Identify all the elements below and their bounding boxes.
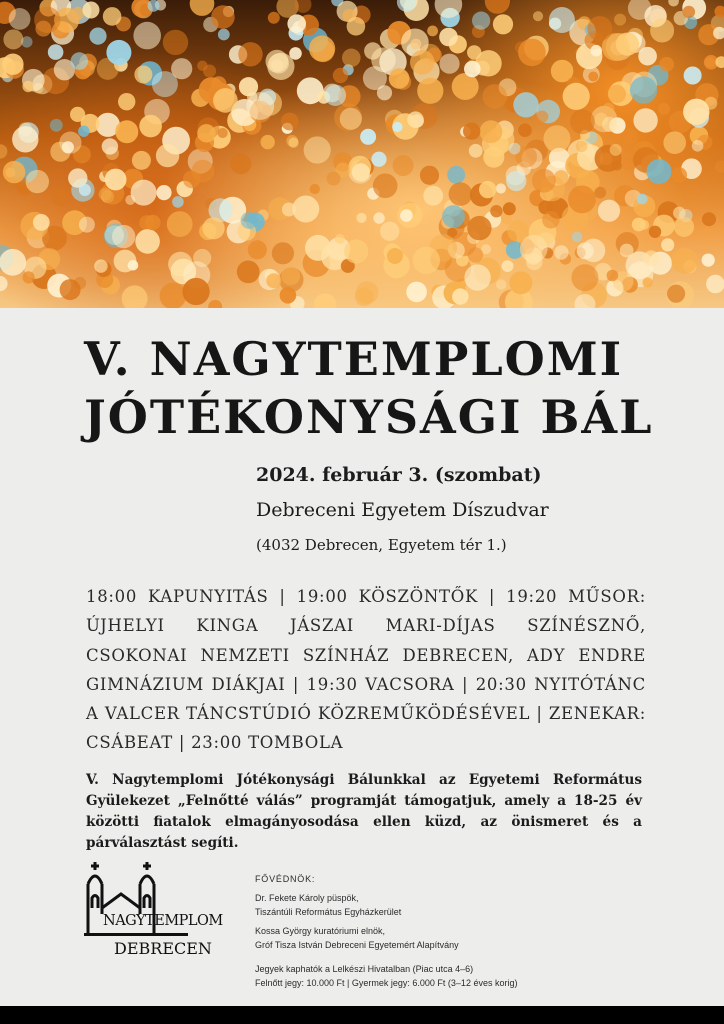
bokeh-light	[400, 209, 413, 222]
logo-city: DEBRECEN	[114, 939, 212, 958]
bokeh-light	[352, 163, 370, 181]
bokeh-light	[62, 141, 74, 153]
bokeh-light	[380, 222, 399, 241]
bokeh-light	[520, 235, 548, 263]
bokeh-light	[70, 107, 85, 122]
bokeh-light	[128, 260, 139, 271]
bokeh-light	[447, 166, 465, 184]
bokeh-light	[246, 92, 274, 120]
bokeh-light	[659, 57, 674, 72]
bokeh-light	[506, 171, 526, 191]
bokeh-light	[0, 249, 26, 276]
bokeh-light	[607, 270, 619, 282]
bokeh-light	[671, 248, 697, 274]
bokeh-light	[661, 238, 674, 251]
bokeh-light	[608, 85, 626, 103]
bokeh-light	[485, 0, 510, 14]
bokeh-light	[502, 260, 514, 272]
bokeh-light	[542, 211, 560, 229]
bokeh-light	[237, 261, 260, 284]
bokeh-light	[490, 205, 502, 217]
bokeh-light	[305, 235, 331, 261]
bokeh-light	[392, 122, 402, 132]
bokeh-light	[197, 124, 215, 142]
bokeh-light	[616, 33, 639, 56]
bokeh-light	[622, 128, 638, 144]
bokeh-light	[355, 287, 374, 306]
bokeh-light	[480, 120, 503, 143]
bokeh-light	[99, 188, 112, 201]
bokeh-light	[118, 93, 135, 110]
bokeh-light	[148, 0, 160, 12]
bokeh-light	[427, 26, 438, 37]
bokeh-light	[287, 14, 306, 33]
bokeh-light	[715, 161, 724, 173]
bokeh-light	[637, 194, 648, 205]
bokeh-light	[479, 181, 496, 198]
bokeh-light	[509, 271, 532, 294]
bokeh-light	[230, 153, 251, 174]
bokeh-light	[371, 152, 386, 167]
bokeh-light	[172, 196, 184, 208]
bokeh-light	[389, 68, 410, 89]
bokeh-light	[238, 42, 262, 66]
bokeh-light	[102, 138, 118, 154]
event-title-line-2: JÓTÉKONYSÁGI BÁL	[84, 390, 654, 444]
bokeh-light	[469, 144, 483, 158]
bokeh-light	[518, 123, 532, 137]
bokeh-light	[89, 27, 106, 44]
bokeh-light	[268, 12, 280, 24]
bokeh-light	[103, 7, 122, 26]
bokeh-light	[50, 119, 63, 132]
bokeh-light	[483, 84, 508, 109]
bokeh-light	[304, 136, 331, 163]
bokeh-light	[413, 247, 440, 274]
bokeh-light	[610, 144, 622, 156]
bokeh-light	[340, 108, 362, 130]
bokeh-light	[571, 264, 598, 291]
bokeh-light	[2, 53, 23, 74]
bokeh-light	[139, 115, 162, 138]
bokeh-light	[160, 283, 187, 308]
bokeh-light	[603, 103, 615, 115]
bokeh-light	[472, 12, 490, 30]
bokeh-light	[452, 73, 479, 100]
bokeh-light	[288, 138, 298, 148]
bokeh-light	[503, 202, 516, 215]
bokeh-light	[572, 232, 583, 243]
bokeh-light	[261, 135, 275, 149]
bokeh-light	[3, 29, 23, 49]
bokeh-light	[683, 6, 695, 18]
bokeh-light	[549, 7, 575, 33]
bokeh-light	[211, 5, 235, 29]
bokeh-light	[292, 196, 319, 223]
bokeh-light	[335, 234, 345, 244]
bokeh-light	[115, 120, 138, 143]
bokeh-light	[281, 267, 300, 286]
bokeh-light	[536, 111, 548, 123]
bokeh-header-image	[0, 0, 724, 308]
bokeh-light	[442, 205, 465, 228]
event-description: V. Nagytemplomi Jótékonysági Bálunkkal az Egyetemi Református Gyülekezet „Felnőtté válás” programját támogatjuk, amely a 18-25 év közötti fiatalok elmagányosodása ellen küzd, az önismeret és a párválasztást segíti.	[86, 772, 642, 851]
bokeh-light	[449, 182, 473, 206]
bokeh-light	[463, 122, 480, 139]
bokeh-light	[106, 40, 131, 65]
bokeh-light	[342, 49, 361, 68]
bokeh-light	[496, 279, 506, 289]
bokeh-light	[356, 213, 366, 223]
bokeh-light	[132, 151, 151, 170]
bokeh-light	[183, 278, 210, 305]
bokeh-light	[373, 174, 398, 199]
bokeh-light	[598, 200, 620, 222]
event-title	[84, 330, 684, 446]
bokeh-light	[3, 161, 25, 183]
bokeh-light	[145, 215, 161, 231]
bokeh-light	[464, 264, 490, 290]
patron-2-name: Kossa György kuratóriumi elnök,	[255, 926, 386, 937]
bokeh-light	[594, 187, 606, 199]
patrons-and-tickets	[255, 873, 655, 991]
bokeh-light	[363, 66, 387, 90]
ticket-location: Jegyek kaphatók a Lelkészi Hivatalban (Piac utca 4–6)	[255, 963, 474, 974]
bokeh-light	[668, 0, 679, 7]
bokeh-light	[122, 285, 148, 308]
bokeh-light	[208, 300, 222, 308]
event-date: 2024. február 3. (szombat)	[256, 464, 542, 486]
bokeh-light	[0, 144, 7, 158]
bokeh-light	[333, 68, 348, 83]
bokeh-light	[663, 131, 686, 154]
bokeh-light	[667, 285, 685, 303]
bokeh-light	[684, 67, 702, 85]
bokeh-light	[60, 279, 81, 300]
bokeh-light	[683, 99, 709, 125]
bokeh-light	[213, 88, 238, 113]
bokeh-light	[406, 282, 427, 303]
bokeh-light	[702, 212, 716, 226]
bokeh-light	[393, 155, 414, 176]
bokeh-light	[280, 287, 297, 304]
bokeh-light	[692, 140, 704, 152]
bokeh-light	[133, 22, 161, 50]
bokeh-light	[131, 180, 157, 206]
bokeh-light	[12, 126, 38, 152]
bokeh-light	[248, 240, 267, 259]
patrons-heading: FŐVÉDNÖK:	[255, 874, 316, 884]
bokeh-light	[79, 184, 91, 196]
bokeh-light	[518, 39, 546, 67]
bokeh-light	[152, 71, 178, 97]
event-program: 18:00 KAPUNYITÁS | 19:00 KÖSZÖNTŐK | 19:20 MŰSOR: ÚJHELYI KINGA JÁSZAI MARI-DÍJAS SZÍNÉSZNŐ, CSOKONAI NEMZETI SZÍNHÁZ DEBRECEN, ADY ENDRE GIMNÁZIUM DIÁKJAI | 19:30 VACSORA | 20:30 NYITÓTÁNC A VALCER TÁNCSTÚDIÓ KÖZREMŰKÖDÉSÉVEL | ZENEKAR: CSÁBEAT | 23:00 TOMBOLA	[86, 587, 646, 753]
bokeh-light	[309, 36, 335, 62]
bokeh-light	[347, 17, 366, 36]
bokeh-light	[410, 50, 435, 75]
bokeh-light	[554, 170, 569, 185]
bokeh-light	[483, 147, 504, 168]
bokeh-light	[563, 83, 590, 110]
bokeh-light	[417, 78, 443, 104]
bokeh-light	[496, 183, 506, 193]
bokeh-light	[281, 113, 299, 131]
event-venue: Debreceni Egyetem Díszudvar	[256, 499, 549, 521]
bokeh-light	[79, 217, 95, 233]
bokeh-light	[590, 45, 602, 57]
bokeh-light	[467, 216, 491, 240]
bokeh-light	[706, 275, 724, 294]
bokeh-light	[83, 2, 100, 19]
bokeh-light	[9, 8, 31, 30]
bokeh-light	[532, 169, 556, 193]
bokeh-light	[407, 111, 424, 128]
bokeh-light	[163, 30, 188, 55]
bokeh-light	[423, 186, 443, 206]
bokeh-light	[26, 170, 49, 193]
bokeh-light	[568, 186, 596, 214]
bokeh-light	[602, 117, 617, 132]
bokeh-light	[51, 187, 71, 207]
bokeh-light	[267, 53, 294, 80]
bokeh-light	[387, 248, 403, 264]
bokeh-light	[513, 92, 538, 117]
bokeh-light	[327, 172, 341, 186]
bokeh-light	[190, 0, 215, 16]
bokeh-light	[134, 66, 152, 84]
bokeh-light	[314, 293, 337, 308]
bokeh-light	[702, 254, 715, 267]
bokeh-light	[192, 160, 215, 183]
bokeh-light	[23, 271, 35, 283]
bokeh-light	[22, 81, 33, 92]
bokeh-light	[658, 103, 670, 115]
bokeh-light	[203, 217, 225, 239]
bokeh-light	[167, 211, 193, 237]
bokeh-lights-graphic	[0, 0, 724, 308]
bokeh-light	[620, 244, 634, 258]
patron-1-org: Tiszántúli Református Egyházkerület	[255, 906, 402, 917]
bokeh-light	[156, 144, 179, 167]
bokeh-light	[360, 129, 376, 145]
bokeh-light	[643, 250, 659, 266]
bokeh-light	[266, 273, 281, 288]
bokeh-light	[112, 225, 135, 248]
bokeh-light	[533, 11, 543, 21]
bokeh-light	[310, 184, 320, 194]
bokeh-light	[33, 214, 50, 231]
bokeh-light	[203, 65, 216, 78]
bokeh-light	[35, 21, 51, 37]
bokeh-light	[464, 61, 481, 78]
bokeh-light	[373, 212, 384, 223]
bokeh-light	[509, 143, 521, 155]
patron-2-org: Gróf Tisza István Debreceni Egyetemért Alapítvány	[255, 940, 459, 951]
bokeh-light	[577, 242, 594, 259]
bokeh-light	[218, 29, 230, 41]
bokeh-light	[493, 14, 513, 34]
bokeh-light	[344, 239, 368, 263]
bokeh-light	[420, 166, 439, 185]
bokeh-light	[156, 185, 171, 200]
bokeh-light	[554, 245, 568, 259]
bokeh-light	[452, 288, 468, 304]
bokeh-light	[576, 141, 588, 153]
bokeh-light	[630, 76, 657, 103]
logo-name: NAGYTEMPLOM	[103, 913, 223, 929]
bokeh-light	[570, 109, 595, 134]
bokeh-light	[135, 229, 160, 254]
bottom-bar	[0, 1006, 724, 1024]
bokeh-light	[105, 169, 127, 191]
bokeh-light	[674, 217, 694, 237]
bokeh-light	[71, 52, 89, 70]
bokeh-light	[647, 159, 672, 184]
bokeh-light	[588, 72, 598, 82]
bokeh-light	[672, 167, 688, 183]
bokeh-light	[241, 212, 258, 229]
bokeh-light	[544, 125, 571, 152]
bokeh-light	[599, 153, 612, 166]
ticket-prices: Felnőtt jegy: 10.000 Ft | Gyermek jegy: 6.000 Ft (3–12 éves korig)	[255, 977, 518, 988]
bokeh-light	[272, 242, 294, 264]
bokeh-light	[587, 16, 612, 41]
bokeh-light	[94, 259, 107, 272]
bokeh-light	[439, 54, 459, 74]
bokeh-light	[439, 28, 458, 47]
bokeh-light	[643, 277, 653, 287]
bokeh-light	[48, 44, 64, 60]
event-title-line-1: V. NAGYTEMPLOMI	[84, 332, 624, 386]
bokeh-light	[614, 14, 626, 26]
event-address: (4032 Debrecen, Egyetem tér 1.)	[256, 536, 507, 554]
bokeh-light	[78, 126, 89, 137]
patron-1-name: Dr. Fekete Károly püspök,	[255, 892, 359, 903]
bokeh-light	[650, 19, 674, 43]
bokeh-light	[325, 85, 346, 106]
bokeh-light	[468, 247, 483, 262]
bokeh-light	[649, 226, 661, 238]
bokeh-light	[639, 220, 649, 230]
bokeh-light	[633, 108, 657, 132]
bokeh-light	[0, 276, 8, 291]
